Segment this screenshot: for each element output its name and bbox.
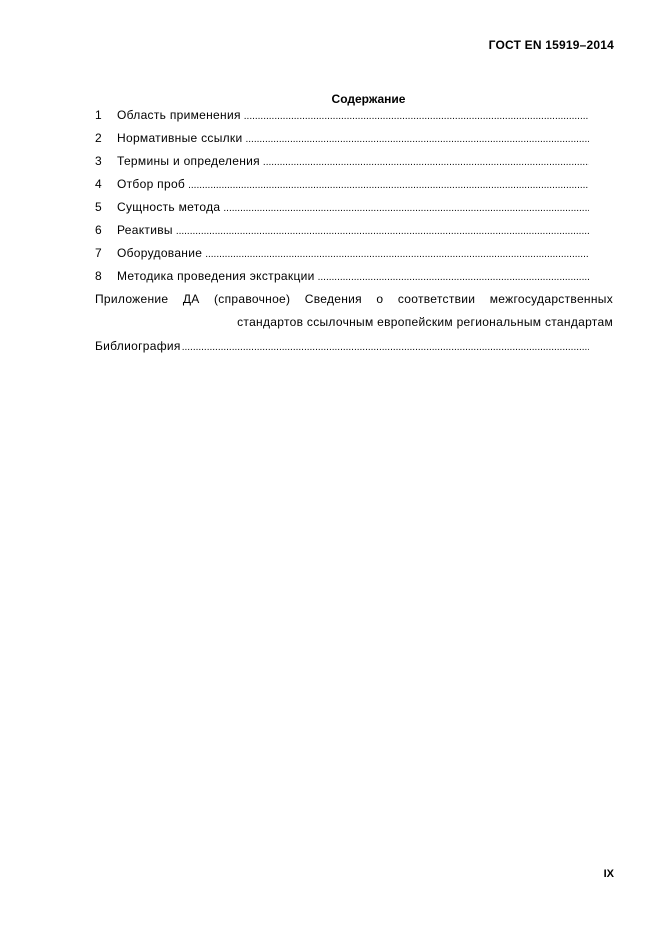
toc-entry-number: 7 xyxy=(95,246,102,260)
toc-entry-label: Термины и определения xyxy=(117,154,260,168)
toc-dot-leader xyxy=(182,338,589,356)
toc-dot-leader xyxy=(244,107,589,125)
toc-entry-3[interactable] xyxy=(95,153,589,176)
toc-dot-leader xyxy=(223,199,589,217)
toc-entry-number: 3 xyxy=(95,154,102,168)
toc-entry-number: 2 xyxy=(95,131,102,145)
toc-entry-number: 1 xyxy=(95,108,102,122)
toc-dot-leader xyxy=(188,176,589,194)
toc-entry-label: Реактивы xyxy=(117,223,173,237)
toc-entry-8[interactable] xyxy=(95,268,589,291)
toc-entry-6[interactable] xyxy=(95,222,589,245)
toc-entry-number: 8 xyxy=(95,269,102,283)
toc-entry-number: 6 xyxy=(95,223,102,237)
toc-entry-5[interactable] xyxy=(95,199,589,222)
toc-entry-7[interactable] xyxy=(95,245,589,268)
toc-entry-label: Методика проведения экстракции xyxy=(117,269,315,283)
toc-entry-number: 4 xyxy=(95,177,102,191)
annex-title-line1: Приложение ДА (справочное) Сведения о соответствии межгосударственных xyxy=(95,292,613,306)
toc-dot-leader xyxy=(246,130,590,148)
toc-entry-label: Нормативные ссылки xyxy=(117,131,243,145)
toc-entry-label: Оборудование xyxy=(117,246,203,260)
toc-entry-annex[interactable] xyxy=(95,291,613,331)
table-of-contents xyxy=(95,107,589,291)
toc-dot-leader xyxy=(205,245,589,263)
toc-entry-1[interactable] xyxy=(95,107,589,130)
toc-dot-leader xyxy=(176,222,589,240)
toc-entry-label: Область применения xyxy=(117,108,241,122)
toc-entry-label: Отбор проб xyxy=(117,177,186,191)
toc-entry-2[interactable] xyxy=(95,130,589,153)
toc-entry-label: Сущность метода xyxy=(117,200,221,214)
document-code: ГОСТ EN 15919–2014 xyxy=(488,38,614,52)
toc-dot-leader xyxy=(263,153,589,171)
toc-title: Содержание xyxy=(331,92,406,106)
toc-entry-4[interactable] xyxy=(95,176,589,199)
annex-title-line2: стандартов ссылочным европейским региональным стандартам xyxy=(237,315,613,329)
toc-entry-number: 5 xyxy=(95,200,102,214)
toc-entry-label: Библиография xyxy=(95,339,181,353)
toc-dot-leader xyxy=(318,268,589,286)
page-number: IX xyxy=(603,868,614,880)
toc-entry-bibliography[interactable] xyxy=(95,338,589,356)
